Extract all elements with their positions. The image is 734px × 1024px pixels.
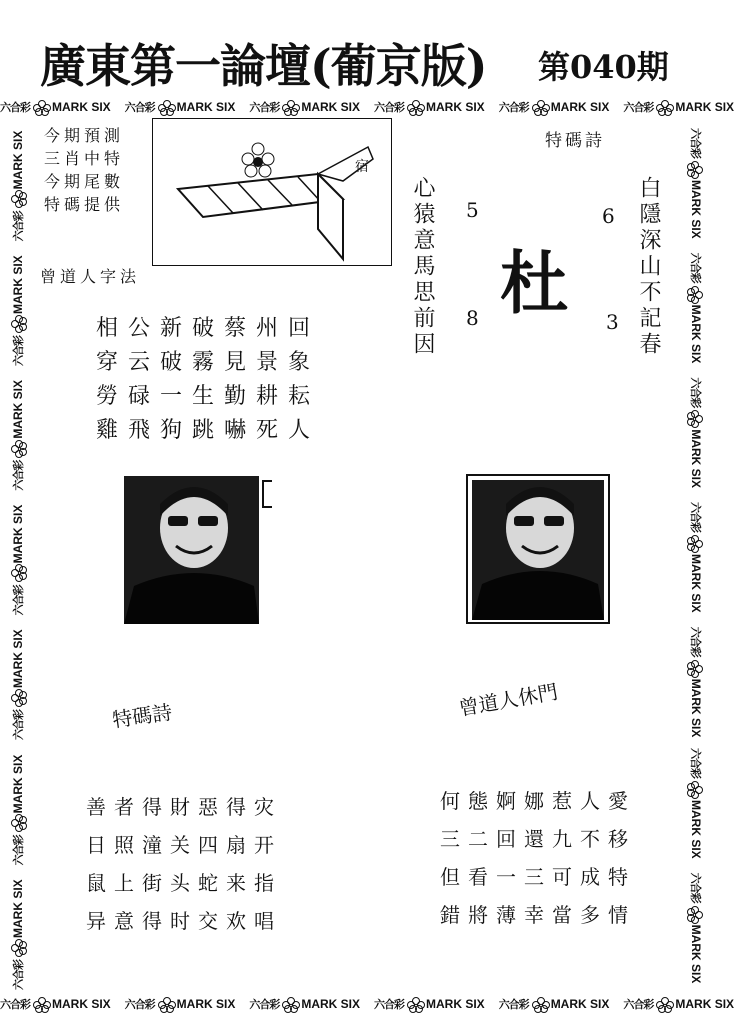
watermark-unit bbox=[10, 505, 26, 616]
watermark-mark: MARK SIX bbox=[689, 924, 703, 984]
watermark-unit bbox=[688, 502, 704, 613]
watermark-lhc: 六合彩 bbox=[689, 626, 701, 657]
watermark-unit bbox=[10, 380, 26, 491]
flower-icon bbox=[33, 997, 49, 1011]
watermark-mark: MARK SIX bbox=[689, 554, 703, 613]
digit-bottom-left: 8 bbox=[466, 306, 479, 330]
watermark-lhc: 六合彩 bbox=[374, 102, 405, 114]
watermark-lhc: 六合彩 bbox=[13, 710, 25, 740]
watermark-mark: MARK SIX bbox=[11, 379, 25, 439]
flower-icon bbox=[11, 691, 25, 707]
watermark-mark: MARK SIX bbox=[11, 629, 25, 688]
watermark-mark: MARK SIX bbox=[689, 180, 703, 239]
caption-right: 曾道人休門 bbox=[456, 679, 560, 721]
flower-icon bbox=[33, 100, 49, 114]
watermark-lhc: 六合彩 bbox=[623, 999, 654, 1011]
watermark-unit bbox=[0, 996, 111, 1012]
poem-grid-bottom-left bbox=[86, 788, 282, 940]
svg-text:宿: 宿 bbox=[355, 159, 369, 175]
watermark-band-right-lower bbox=[684, 748, 708, 983]
watermark-mark: MARK SIX bbox=[426, 997, 485, 1011]
photo-bracket bbox=[262, 480, 272, 508]
watermark-unit bbox=[10, 629, 26, 740]
flower-icon bbox=[11, 941, 25, 957]
flower-icon bbox=[689, 286, 703, 302]
feature-character: 杜 bbox=[500, 244, 569, 324]
watermark-mark: MARK SIX bbox=[689, 304, 703, 364]
watermark-mark: MARK SIX bbox=[11, 754, 25, 814]
flower-icon bbox=[656, 100, 672, 114]
watermark-lhc: 六合彩 bbox=[498, 102, 529, 114]
watermark-mark: MARK SIX bbox=[689, 800, 703, 859]
poem-line: 相公新破蔡州回 bbox=[96, 316, 321, 341]
watermark-mark: MARK SIX bbox=[11, 255, 25, 314]
watermark-lhc: 六合彩 bbox=[13, 585, 25, 616]
digit-top-left: 5 bbox=[466, 198, 479, 222]
poem-column-right: 白隱深山不記春 bbox=[636, 176, 661, 358]
watermark-mark: MARK SIX bbox=[52, 997, 111, 1011]
watermark-mark: MARK SIX bbox=[301, 997, 361, 1011]
watermark-band-left bbox=[6, 120, 30, 740]
flower-icon bbox=[282, 100, 298, 114]
list-item: 三肖中特 bbox=[44, 149, 125, 168]
flower-icon bbox=[11, 192, 25, 208]
watermark-mark: MARK SIX bbox=[675, 997, 734, 1011]
digit-bottom-right: 3 bbox=[606, 310, 619, 334]
watermark-band-top bbox=[0, 97, 734, 117]
list-item: 今期預測 bbox=[44, 126, 125, 145]
cabinet-figure bbox=[152, 118, 392, 266]
watermark-band-bottom bbox=[0, 994, 734, 1014]
list-item: 特碼提供 bbox=[44, 195, 125, 214]
watermark-lhc: 六合彩 bbox=[689, 377, 701, 408]
poem-grid-bottom-right bbox=[440, 782, 636, 934]
watermark-unit bbox=[10, 755, 26, 866]
page-title: 廣東第一論壇(葡京版) bbox=[40, 39, 487, 93]
watermark-mark: MARK SIX bbox=[675, 100, 734, 114]
watermark-lhc: 六合彩 bbox=[623, 102, 654, 114]
watermark-mark: MARK SIX bbox=[176, 100, 236, 114]
watermark-unit bbox=[623, 99, 734, 115]
watermark-lhc: 六合彩 bbox=[689, 252, 701, 283]
flower-icon bbox=[282, 997, 298, 1011]
flower-icon bbox=[158, 997, 174, 1011]
flower-icon bbox=[407, 997, 423, 1011]
watermark-mark: MARK SIX bbox=[52, 100, 111, 114]
watermark-unit bbox=[499, 996, 610, 1012]
watermark-mark: MARK SIX bbox=[426, 100, 485, 114]
watermark-unit bbox=[688, 377, 704, 488]
poem-line: 善者得財惡得灾 bbox=[86, 795, 282, 819]
watermark-mark: MARK SIX bbox=[301, 100, 361, 114]
watermark-mark: MARK SIX bbox=[11, 879, 25, 938]
poem-title: 特碼詩 bbox=[545, 131, 605, 151]
flower-icon bbox=[689, 410, 703, 426]
poem-line: 三二回還九不移 bbox=[440, 827, 636, 851]
watermark-unit bbox=[623, 996, 734, 1012]
digit-top-right: 6 bbox=[602, 204, 615, 228]
watermark-mark: MARK SIX bbox=[689, 429, 703, 489]
watermark-unit bbox=[499, 99, 610, 115]
watermark-mark: MARK SIX bbox=[11, 504, 25, 564]
flower-icon bbox=[11, 816, 25, 832]
watermark-unit bbox=[688, 873, 704, 984]
watermark-lhc: 六合彩 bbox=[13, 211, 25, 242]
flower-icon bbox=[689, 906, 703, 922]
watermark-unit bbox=[10, 879, 26, 990]
flower-icon bbox=[242, 143, 274, 177]
flower-icon bbox=[11, 442, 25, 458]
watermark-unit bbox=[10, 255, 26, 366]
watermark-lhc: 六合彩 bbox=[689, 128, 701, 158]
poem-line: 鼠上街头蛇来指 bbox=[86, 871, 282, 895]
flower-icon bbox=[689, 781, 703, 797]
watermark-unit bbox=[688, 128, 704, 239]
watermark-lhc: 六合彩 bbox=[249, 999, 280, 1011]
watermark-lhc: 六合彩 bbox=[124, 102, 155, 114]
flower-icon bbox=[11, 317, 25, 333]
poem-line: 但看一三可成特 bbox=[440, 865, 636, 889]
watermark-lhc: 六合彩 bbox=[689, 748, 701, 778]
watermark-mark: MARK SIX bbox=[689, 678, 703, 738]
watermark-unit bbox=[125, 996, 236, 1012]
flower-icon bbox=[656, 997, 672, 1011]
watermark-lhc: 六合彩 bbox=[374, 999, 405, 1011]
poem-line: 錯將薄幸當多情 bbox=[440, 903, 636, 927]
watermark-lhc: 六合彩 bbox=[124, 999, 155, 1011]
watermark-band-left-lower bbox=[6, 754, 30, 990]
watermark-unit bbox=[688, 748, 704, 859]
watermark-lhc: 六合彩 bbox=[13, 835, 25, 866]
watermark-lhc: 六合彩 bbox=[13, 960, 25, 990]
partial-heading: 曾道人字法 bbox=[40, 267, 141, 286]
flower-icon bbox=[532, 100, 548, 114]
flower-icon bbox=[158, 100, 174, 114]
watermark-lhc: 六合彩 bbox=[689, 872, 701, 903]
flower-icon bbox=[11, 566, 25, 582]
watermark-unit bbox=[374, 996, 485, 1012]
poem-line: 勞碌一生勤耕耘 bbox=[96, 384, 321, 409]
portrait-photo bbox=[124, 476, 259, 624]
watermark-lhc: 六合彩 bbox=[249, 102, 280, 114]
issue-number: 第040期 bbox=[538, 48, 669, 86]
watermark-unit bbox=[249, 996, 360, 1012]
watermark-lhc: 六合彩 bbox=[13, 460, 25, 491]
watermark-lhc: 六合彩 bbox=[13, 335, 25, 366]
watermark-mark: MARK SIX bbox=[550, 100, 610, 114]
poem-column-left: 心猿意馬思前因 bbox=[410, 176, 435, 358]
watermark-unit bbox=[688, 253, 704, 364]
watermark-mark: MARK SIX bbox=[11, 130, 25, 190]
watermark-unit bbox=[249, 99, 360, 115]
watermark-unit bbox=[10, 131, 26, 242]
watermark-band-right bbox=[684, 128, 708, 738]
watermark-unit bbox=[0, 99, 111, 115]
watermark-lhc: 六合彩 bbox=[498, 999, 529, 1011]
prediction-list bbox=[44, 124, 124, 216]
poem-line: 日照潼关四扇开 bbox=[86, 833, 282, 857]
flower-icon bbox=[407, 100, 423, 114]
watermark-unit bbox=[125, 99, 236, 115]
watermark-mark: MARK SIX bbox=[550, 997, 610, 1011]
cabinet-drawing bbox=[153, 119, 390, 264]
watermark-mark: MARK SIX bbox=[176, 997, 236, 1011]
caption-left: 特碼詩 bbox=[110, 699, 174, 733]
watermark-lhc: 六合彩 bbox=[689, 502, 701, 533]
poem-line: 何態婀娜惹人愛 bbox=[440, 789, 636, 813]
portrait-frame bbox=[466, 474, 610, 624]
watermark-lhc: 六合彩 bbox=[0, 999, 30, 1011]
poem-line: 雞飛狗跳嚇死人 bbox=[96, 418, 321, 443]
flower-icon bbox=[689, 535, 703, 551]
poem-line: 异意得时交欢唱 bbox=[86, 909, 282, 933]
flower-icon bbox=[689, 660, 703, 676]
flower-icon bbox=[689, 161, 703, 177]
poem-line: 穿云破霧見景象 bbox=[96, 350, 321, 375]
watermark-lhc: 六合彩 bbox=[0, 102, 30, 114]
poem-grid-top bbox=[96, 312, 320, 448]
flower-icon bbox=[532, 997, 548, 1011]
list-item: 今期尾數 bbox=[44, 172, 125, 191]
watermark-unit bbox=[374, 99, 485, 115]
watermark-unit bbox=[688, 627, 704, 738]
